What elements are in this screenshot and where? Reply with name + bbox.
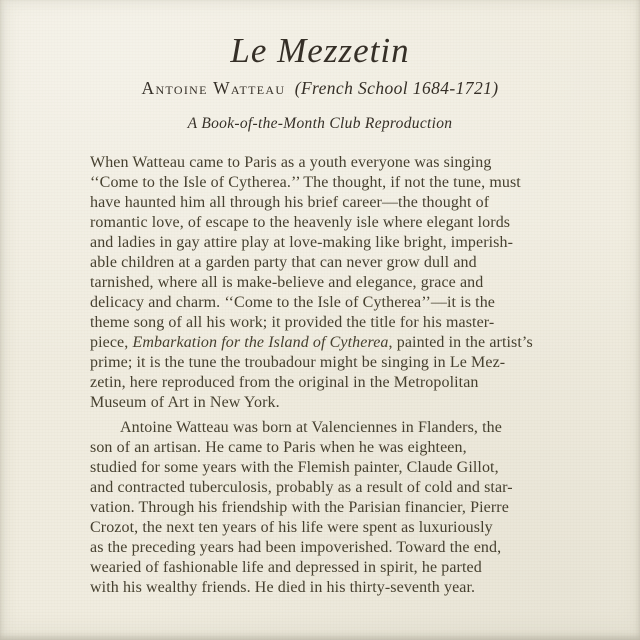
- text-line: vation. Through his friendship with the Parisian financier, Pierre: [90, 499, 509, 516]
- text-line: romantic love, of escape to the heavenly isle where elegant lords: [90, 214, 511, 231]
- text-line: tarnished, where all is make-believe and elegance, grace and: [90, 274, 484, 291]
- paragraph-1: [90, 153, 557, 413]
- text-line: When Watteau came to Paris as a youth everyone was singing: [90, 154, 492, 171]
- text-line: delicacy and charm. ‘‘Come to the Isle of Cytherea’’—it is the: [90, 294, 496, 311]
- artist-school-dates: (French School 1684-1721): [294, 78, 499, 98]
- text-line: theme song of all his work; it provided the title for his master-: [90, 314, 495, 331]
- text-segment: , painted in the artist’s: [388, 334, 533, 351]
- text-line: wearied of fashionable life and depressed in spirit, he parted: [90, 559, 482, 576]
- text-segment: piece,: [90, 334, 133, 351]
- text-line: prime; it is the tune the troubadour might be singing in Le Mez-: [90, 354, 506, 371]
- text-line: Antoine Watteau was born at Valenciennes in Flanders, the: [120, 419, 502, 436]
- reproduction-line: A Book-of-the-Month Club Reproduction: [187, 115, 453, 132]
- artist-line: [0, 78, 640, 99]
- text-line: and ladies in gay attire play at love-making like bright, imperish-: [90, 234, 514, 251]
- text-line: ‘‘Come to the Isle of Cytherea.’’ The thought, if not the tune, must: [90, 174, 521, 191]
- text-line: as the preceding years had been impoverished. Toward the end,: [90, 539, 502, 556]
- body-text: [90, 153, 557, 598]
- text-line-with-book-title: [90, 333, 557, 353]
- text-line: Museum of Art in New York.: [90, 394, 280, 411]
- text-line: son of an artisan. He came to Paris when he was eighteen,: [90, 439, 467, 456]
- paragraph-2: [90, 418, 557, 598]
- text-line: Crozot, the next ten years of his life were spent as luxuriously: [90, 519, 493, 536]
- book-title-italic: Embarkation for the Island of Cytherea: [132, 334, 389, 351]
- text-line: zetin, here reproduced from the original in the Metropolitan: [90, 374, 479, 391]
- text-line: studied for some years with the Flemish painter, Claude Gillot,: [90, 459, 499, 476]
- artist-name: Antoine Watteau: [141, 78, 286, 98]
- text-line: able children at a garden party that can never grow dull and: [90, 254, 477, 271]
- text-line: and contracted tuberculosis, probably as a result of cold and star-: [90, 479, 513, 496]
- text-line: with his wealthy friends. He died in his thirty-seventh year.: [90, 579, 476, 596]
- document-title: Le Mezzetin: [230, 31, 410, 70]
- text-line: have haunted him all through his brief career—the thought of: [90, 194, 490, 211]
